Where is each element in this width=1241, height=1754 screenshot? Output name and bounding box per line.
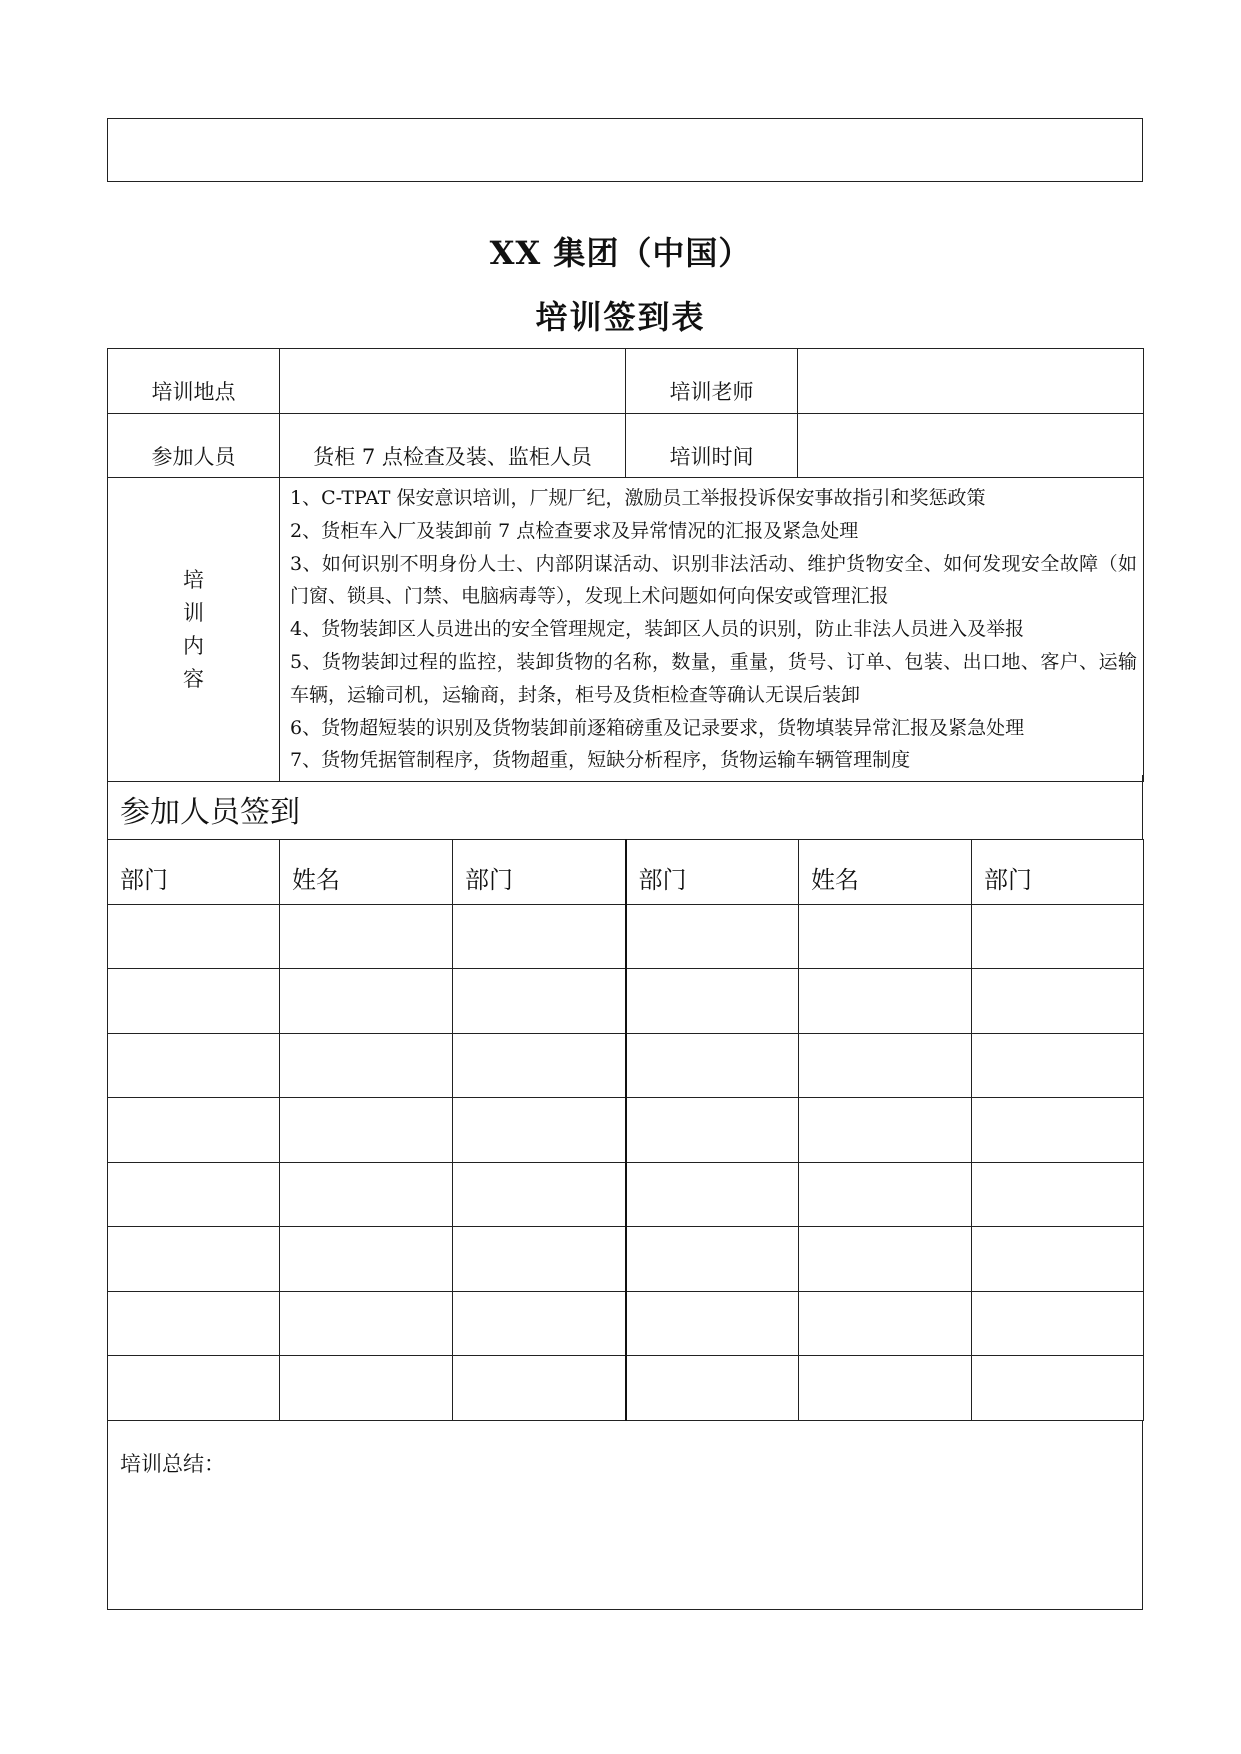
content-label-char: 训 xyxy=(183,600,204,625)
column-header-name: 姓名 xyxy=(799,840,972,905)
signin-cell[interactable] xyxy=(453,969,626,1034)
content-item: 6、货物超短装的识别及货物装卸前逐箱磅重及记录要求，货物填装异常汇报及紧急处理 xyxy=(290,716,1025,739)
column-header-department: 部门 xyxy=(972,840,1144,905)
signin-cell[interactable] xyxy=(626,1162,799,1227)
signin-cell[interactable] xyxy=(453,1291,626,1356)
signin-cell[interactable] xyxy=(972,904,1144,969)
signin-cell[interactable] xyxy=(626,1227,799,1292)
signin-cell[interactable] xyxy=(972,1291,1144,1356)
signin-cell[interactable] xyxy=(799,1098,972,1163)
signin-cell[interactable] xyxy=(108,1098,280,1163)
signin-row xyxy=(108,904,1144,969)
signin-cell[interactable] xyxy=(626,1356,799,1421)
location-field[interactable] xyxy=(280,349,626,414)
signin-header-row xyxy=(108,840,1144,905)
training-info-table xyxy=(107,348,1144,782)
signin-table xyxy=(107,839,1144,1421)
signin-cell[interactable] xyxy=(108,1033,280,1098)
signin-cell[interactable] xyxy=(799,1291,972,1356)
signin-cell[interactable] xyxy=(108,1291,280,1356)
signin-row xyxy=(108,1033,1144,1098)
teacher-field[interactable] xyxy=(798,349,1144,414)
content-item: 4、货物装卸区人员进出的安全管理规定，装卸区人员的识别，防止非法人员进入及举报 xyxy=(290,618,1025,641)
column-header-department: 部门 xyxy=(453,840,626,905)
signin-cell[interactable] xyxy=(972,1098,1144,1163)
signin-cell[interactable] xyxy=(626,969,799,1034)
signin-cell[interactable] xyxy=(280,1162,453,1227)
time-label: 培训时间 xyxy=(626,414,798,478)
signin-cell[interactable] xyxy=(972,1033,1144,1098)
top-blank-box xyxy=(107,118,1143,182)
signin-row xyxy=(108,969,1144,1034)
signin-cell[interactable] xyxy=(108,904,280,969)
signin-cell[interactable] xyxy=(799,1227,972,1292)
signin-cell[interactable] xyxy=(453,1033,626,1098)
signin-cell[interactable] xyxy=(626,1033,799,1098)
signin-cell[interactable] xyxy=(280,969,453,1034)
signin-row xyxy=(108,1356,1144,1421)
participants-label: 参加人员 xyxy=(108,414,280,478)
training-content-list xyxy=(280,478,1144,782)
column-header-department: 部门 xyxy=(626,840,799,905)
content-item: 1、C-TPAT 保安意识培训，厂规厂纪，激励员工举报投诉保安事故指引和奖惩政策 xyxy=(290,487,986,509)
signin-cell[interactable] xyxy=(453,1227,626,1292)
signin-cell[interactable] xyxy=(453,1162,626,1227)
column-header-name: 姓名 xyxy=(280,840,453,905)
signin-cell[interactable] xyxy=(799,1356,972,1421)
location-label: 培训地点 xyxy=(108,349,280,414)
signin-cell[interactable] xyxy=(453,904,626,969)
signin-cell[interactable] xyxy=(626,904,799,969)
signin-row xyxy=(108,1098,1144,1163)
signin-cell[interactable] xyxy=(108,969,280,1034)
signin-section-title: 参加人员签到 xyxy=(107,775,1143,840)
training-summary-box[interactable] xyxy=(107,1420,1143,1610)
signin-cell[interactable] xyxy=(453,1098,626,1163)
signin-cell[interactable] xyxy=(280,1291,453,1356)
content-item: 5、货物装卸过程的监控，装卸货物的名称，数量，重量，货号、订单、包装、出口地、客户、运输车辆，运输司机，运输商，封条，柜号及货柜检查等确认无误后装卸 xyxy=(290,650,1137,706)
signin-cell[interactable] xyxy=(280,1033,453,1098)
content-item: 7、货物凭据管制程序，货物超重，短缺分析程序，货物运输车辆管理制度 xyxy=(290,749,911,772)
content-item: 3、如何识别不明身份人士、内部阴谋活动、识别非法活动、维护货物安全、如何发现安全故障（如门窗、锁具、门禁、电脑病毒等），发现上术问题如何向保安或管理汇报 xyxy=(290,552,1137,608)
signin-cell[interactable] xyxy=(626,1291,799,1356)
time-field[interactable] xyxy=(798,414,1144,478)
column-header-department: 部门 xyxy=(108,840,280,905)
signin-cell[interactable] xyxy=(799,1162,972,1227)
summary-label: 培训总结： xyxy=(120,1452,225,1476)
form-title: 培训签到表 xyxy=(535,298,706,336)
company-title: XX 集团（中国） xyxy=(489,234,752,272)
signin-row xyxy=(108,1291,1144,1356)
signin-cell[interactable] xyxy=(280,904,453,969)
content-label-char: 内 xyxy=(183,633,204,658)
signin-cell[interactable] xyxy=(972,1356,1144,1421)
signin-cell[interactable] xyxy=(280,1098,453,1163)
signin-cell[interactable] xyxy=(972,1227,1144,1292)
signin-row xyxy=(108,1227,1144,1292)
signin-cell[interactable] xyxy=(799,969,972,1034)
teacher-label: 培训老师 xyxy=(626,349,798,414)
signin-cell[interactable] xyxy=(108,1227,280,1292)
signin-cell[interactable] xyxy=(453,1356,626,1421)
signin-cell[interactable] xyxy=(280,1356,453,1421)
signin-row xyxy=(108,1162,1144,1227)
content-label xyxy=(108,478,280,782)
signin-cell[interactable] xyxy=(626,1098,799,1163)
signin-cell[interactable] xyxy=(972,969,1144,1034)
signin-cell[interactable] xyxy=(108,1356,280,1421)
signin-cell[interactable] xyxy=(108,1162,280,1227)
content-label-char: 容 xyxy=(183,666,204,691)
signin-cell[interactable] xyxy=(972,1162,1144,1227)
content-label-char: 培 xyxy=(183,567,204,592)
signin-cell[interactable] xyxy=(280,1227,453,1292)
participants-field[interactable]: 货柜 7 点检查及装、监柜人员 xyxy=(280,414,626,478)
signin-cell[interactable] xyxy=(799,904,972,969)
content-item: 2、货柜车入厂及装卸前 7 点检查要求及异常情况的汇报及紧急处理 xyxy=(290,519,859,542)
signin-cell[interactable] xyxy=(799,1033,972,1098)
